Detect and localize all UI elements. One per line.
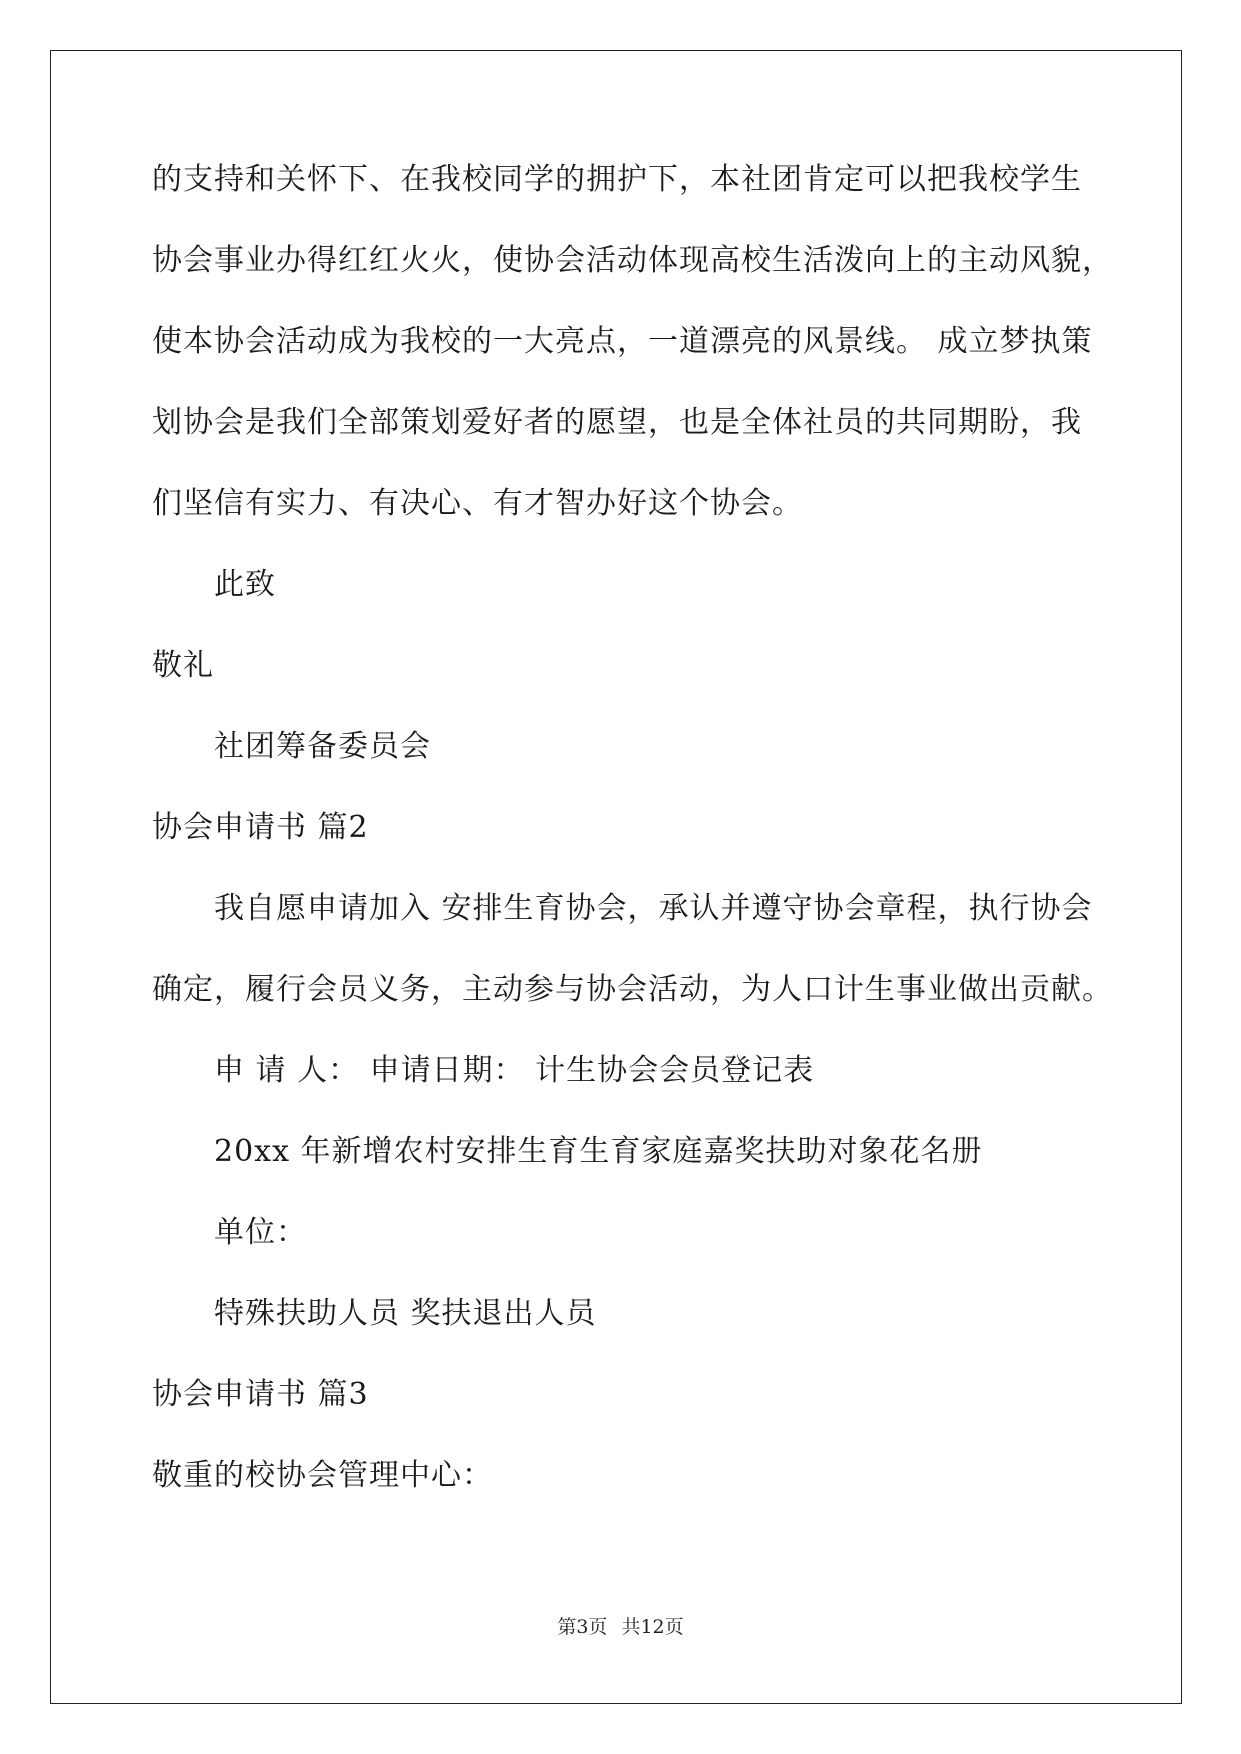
salutation-line: 此致	[214, 567, 276, 602]
page-total: 共12页	[621, 1616, 684, 1638]
section-heading-2: 协会申请书 篇2	[152, 810, 369, 845]
document-body	[152, 162, 1113, 1542]
text-line-10: 我自愿申请加入 安排生育协会，承认并遵守协会章程，执行协会	[214, 891, 1093, 926]
text-line-2: 协会事业办得红红火火，使协会活动体现高校生活泼向上的主动风貌，	[152, 243, 1113, 278]
section-heading-3: 协会申请书 篇3	[152, 1377, 369, 1412]
unit-line: 单位：	[214, 1215, 307, 1250]
signature-line: 社团筹备委员会	[214, 729, 431, 764]
text-line-5: 们坚信有实力、有决心、有才智办好这个协会。	[152, 486, 803, 521]
personnel-line: 特殊扶助人员 奖扶退出人员	[214, 1296, 597, 1331]
applicant-line: 申 请 人： 申请日期： 计生协会会员登记表	[214, 1053, 815, 1088]
addressee-line: 敬重的校协会管理中心：	[152, 1458, 493, 1493]
regards-line: 敬礼	[152, 648, 214, 683]
text-line-1: 的支持和关怀下、在我校同学的拥护下，本社团肯定可以把我校学生	[152, 162, 1082, 197]
text-line-3: 使本协会活动成为我校的一大亮点，一道漂亮的风景线。 成立梦执策	[152, 324, 1093, 359]
text-line-4: 划协会是我们全部策划爱好者的愿望，也是全体社员的共同期盼，我	[152, 405, 1082, 440]
page-number: 第3页	[557, 1616, 608, 1638]
page-footer	[0, 1612, 1241, 1639]
roster-title-line: 20xx 年新增农村安排生育生育家庭嘉奖扶助对象花名册	[214, 1134, 983, 1169]
text-line-11: 确定，履行会员义务，主动参与协会活动，为人口计生事业做出贡献。	[152, 972, 1113, 1007]
